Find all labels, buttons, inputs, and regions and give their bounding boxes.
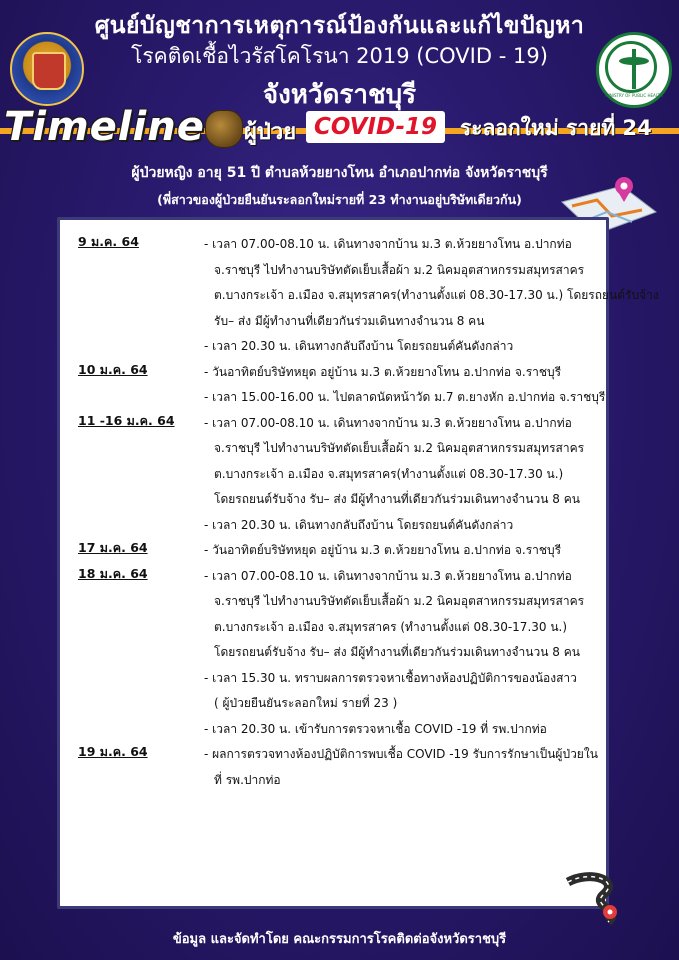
header-title-line1: ศูนย์บัญชาการเหตุการณ์ป้องกันและแก้ไขปัญหา <box>94 13 585 39</box>
timeline-panel <box>57 217 659 909</box>
banner-timeline-word: Timeline <box>4 104 205 150</box>
timeline-event-line: ต.บางกระเจ้า อ.เมือง จ.สมุทรสาคร(ทำงานตั้งแต่ 08.30-17.30 น.) <box>214 466 564 481</box>
timeline-event-line: - เวลา 20.30 น. เดินทางกลับถึงบ้าน โดยรถยนต์คันดังกล่าว <box>204 339 514 353</box>
timeline-date: 18 ม.ค. 64 <box>78 565 148 581</box>
timeline-row <box>78 538 603 564</box>
header-title-line2: โรคติดเชื้อไวรัสโคโรนา 2019 (COVID - 19) <box>131 44 548 68</box>
timeline-row <box>78 411 603 539</box>
timeline-event-line: - เวลา 15.30 น. ทราบผลการตรวจหาเชื้อทางห้องปฏิบัติการของน้องสาว <box>204 670 577 685</box>
banner-patient-word: ผู้ป่วย <box>244 120 297 145</box>
timeline-row <box>78 742 603 793</box>
banner-wave-case: ระลอกใหม่ รายที่ 24 <box>460 116 652 140</box>
timeline-event-line: จ.ราชบุรี ไปทำงานบริษัทตัดเย็บเสื้อผ้า ม.2 นิคมอุตสาหกรรมสมุทรสาคร <box>214 594 585 608</box>
timeline-row <box>78 232 659 360</box>
patient-relation-note: (พี่สาวของผู้ป่วยยืนยันระลอกใหม่รายที่ 23 ทำงานอยู่บริษัทเดียวกัน) <box>157 192 522 207</box>
timeline-event-line: จ.ราชบุรี ไปทำงานบริษัทตัดเย็บเสื้อผ้า ม.2 นิคมอุตสาหกรรมสมุทรสาคร <box>214 262 585 277</box>
timeline-date: 11 -16 ม.ค. 64 <box>78 412 175 428</box>
banner-covid-badge: COVID-19 <box>306 111 445 143</box>
timeline-entries <box>78 232 659 793</box>
timeline-row <box>78 360 606 411</box>
timeline-date: 9 ม.ค. 64 <box>78 234 139 249</box>
timeline-event-line: ต.บางกระเจ้า อ.เมือง จ.สมุทรสาคร (ทำงานตั้งแต่ 08.30-17.30 น.) <box>214 619 568 634</box>
timeline-event-line: - วันอาทิตย์บริษัทหยุด อยู่บ้าน ม.3 ต.ห้วยยางโทน อ.ปากท่อ จ.ราชบุรี <box>204 364 562 379</box>
ministry-of-public-health-logo: MINISTRY OF PUBLIC HEALTH <box>596 32 672 108</box>
timeline-event-line: โดยรถยนต์รับจ้าง รับ– ส่ง มีผู้ทำงานที่เดียวกันร่วมเดินทางจำนวน 8 คน <box>214 492 580 506</box>
timeline-date: 19 ม.ค. 64 <box>78 744 148 759</box>
timeline-date: 17 ม.ค. 64 <box>78 540 148 555</box>
timeline-event-line: ต.บางกระเจ้า อ.เมือง จ.สมุทรสาคร(ทำงานตั้งแต่ 08.30-17.30 น.) โดยรถยนต์รับจ้าง <box>214 288 659 302</box>
timeline-event-line: ( ผู้ป่วยยืนยันระลอกใหม่ รายที่ 23 ) <box>214 696 398 710</box>
footer-credit: ข้อมูล และจัดทำโดย คณะกรรมการโรคติดต่อจังหวัดราชบุรี <box>172 932 507 947</box>
timeline-row <box>78 564 603 743</box>
patient-summary: ผู้ป่วยหญิง อายุ 51 ปี ตำบลห้วยยางโทน อำเภอปากท่อ จังหวัดราชบุรี <box>131 165 548 181</box>
timeline-event-line: - เวลา 07.00-08.10 น. เดินทางจากบ้าน ม.3 ต.ห้วยยางโทน อ.ปากท่อ <box>204 415 572 430</box>
timeline-event-line: - เวลา 20.30 น. เข้ารับการตรวจหาเชื้อ COVID -19 ที่ รพ.ปากท่อ <box>204 721 547 736</box>
timeline-event-line: - เวลา 07.00-08.10 น. เดินทางจากบ้าน ม.3 ต.ห้วยยางโทน อ.ปากท่อ <box>204 568 572 583</box>
timeline-event-line: - ผลการตรวจทางห้องปฏิบัติการพบเชื้อ COVID -19 รับการรักษาเป็นผู้ป่วยใน <box>204 747 598 761</box>
timeline-event-line: โดยรถยนต์รับจ้าง รับ– ส่ง มีผู้ทำงานที่เดียวกันร่วมเดินทางจำนวน 8 คน <box>214 645 580 659</box>
road-route-icon <box>560 850 640 930</box>
timeline-event-line: - วันอาทิตย์บริษัทหยุด อยู่บ้าน ม.3 ต.ห้วยยางโทน อ.ปากท่อ จ.ราชบุรี <box>204 543 562 557</box>
timeline-event-line: - เวลา 15.00-16.00 น. ไปตลาดนัดหน้าวัด ม.7 ต.ยางหัก อ.ปากท่อ จ.ราชบุรี <box>204 390 606 404</box>
timeline-event-line: รับ– ส่ง มีผู้ทำงานที่เดียวกันร่วมเดินทางจำนวน 8 คน <box>214 313 485 328</box>
jar-icon <box>205 110 243 148</box>
timeline-event-line: - เวลา 20.30 น. เดินทางกลับถึงบ้าน โดยรถยนต์คันดังกล่าว <box>204 517 514 532</box>
timeline-date: 10 ม.ค. 64 <box>78 361 148 377</box>
header-title-province: จังหวัดราชบุรี <box>262 80 417 110</box>
timeline-event-line: ที่ รพ.ปากท่อ <box>214 772 281 787</box>
timeline-event-line: จ.ราชบุรี ไปทำงานบริษัทตัดเย็บเสื้อผ้า ม.2 นิคมอุตสาหกรรมสมุทรสาคร <box>214 441 585 455</box>
timeline-event-line: - เวลา 07.00-08.10 น. เดินทางจากบ้าน ม.3 ต.ห้วยยางโทน อ.ปากท่อ <box>204 237 572 251</box>
